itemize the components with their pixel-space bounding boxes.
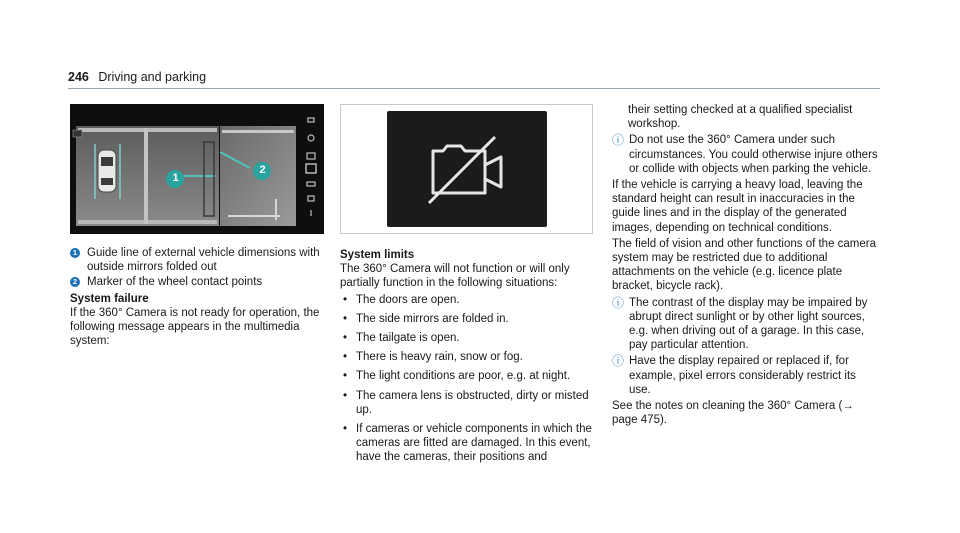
list-item: • The light conditions are poor, e.g. at night. [340,369,596,383]
info-icon: ⓘ [612,295,625,310]
camera-failure-figure [340,104,593,234]
cleaning-reference-text: See the notes on cleaning the 360° Camera (→ page 475). [612,400,854,427]
camera-off-icon [387,111,547,227]
list-item: • There is heavy rain, snow or fog. [340,350,596,364]
page-header [68,70,206,84]
limits-list [340,293,596,465]
column-middle [340,246,596,470]
system-limits-heading: System limits [340,249,415,261]
camera-view-figure [70,104,324,234]
camera-view-illustration [70,104,324,234]
note-text-1: Do not use the 360° Camera under such circumstances. You could otherwise injure others or collide with objects when parking the vehicle. [629,134,878,175]
multimedia-screen [387,111,547,227]
legend-text-2: Marker of the wheel contact points [87,276,263,289]
field-of-vision-text: The field of vision and other functions of the camera system may be restricted due to additional attachments on the vehicle (e.g. licence plate bracket, bicycle rack). [612,237,877,293]
header-divider [68,88,880,89]
list-item: • If cameras or vehicle components in which the cameras are fitted are damaged. In this event, have the cameras, their positions and [340,422,596,465]
note-text-2: The contrast of the display may be impaired by abrupt direct sunlight or by other light sources, e.g. when driving out of a garage. In this case, pay particular attention. [629,296,868,352]
list-item: • The doors are open. [340,293,596,307]
callout-1: 1 [172,172,179,184]
system-limits-intro: The 360° Camera will not function or will only partially function in the following situations: [340,263,570,290]
callout-badge-1: 1 [70,248,80,258]
list-item: • The tailgate is open. [340,331,596,345]
column-left [70,246,328,350]
note-text-3: Have the display repaired or replaced if, for example, pixel errors considerably restrict its use. [629,355,856,396]
continued-text: their setting checked at a qualified specialist workshop. [628,104,853,131]
info-icon: ⓘ [612,133,625,148]
heavy-load-text: If the vehicle is carrying a heavy load, leaving the standard height can result in inaccuracies in the guide lines and in the display of the generated images, depending on technical conditions. [612,179,863,234]
note-2 [612,296,880,353]
system-failure-heading: System failure [70,292,149,305]
list-item: • The side mirrors are folded in. [340,312,596,326]
legend-item-1 [70,246,328,274]
list-item: • The camera lens is obstructed, dirty or misted up. [340,389,596,417]
info-icon: ⓘ [612,354,625,369]
callout-badge-2: 2 [70,277,80,287]
legend-text-1: Guide line of external vehicle dimensions with outside mirrors folded out [87,247,320,274]
legend-item-2 [70,275,328,289]
column-right [612,103,880,429]
callout-2: 2 [259,164,266,176]
note-1 [612,133,880,176]
system-failure-text: If the 360° Camera is not ready for operation, the following message appears in the multimedia system: [70,306,320,348]
section-title: Driving and parking [98,70,207,84]
note-3 [612,354,880,397]
page-number: 246 [68,70,89,84]
